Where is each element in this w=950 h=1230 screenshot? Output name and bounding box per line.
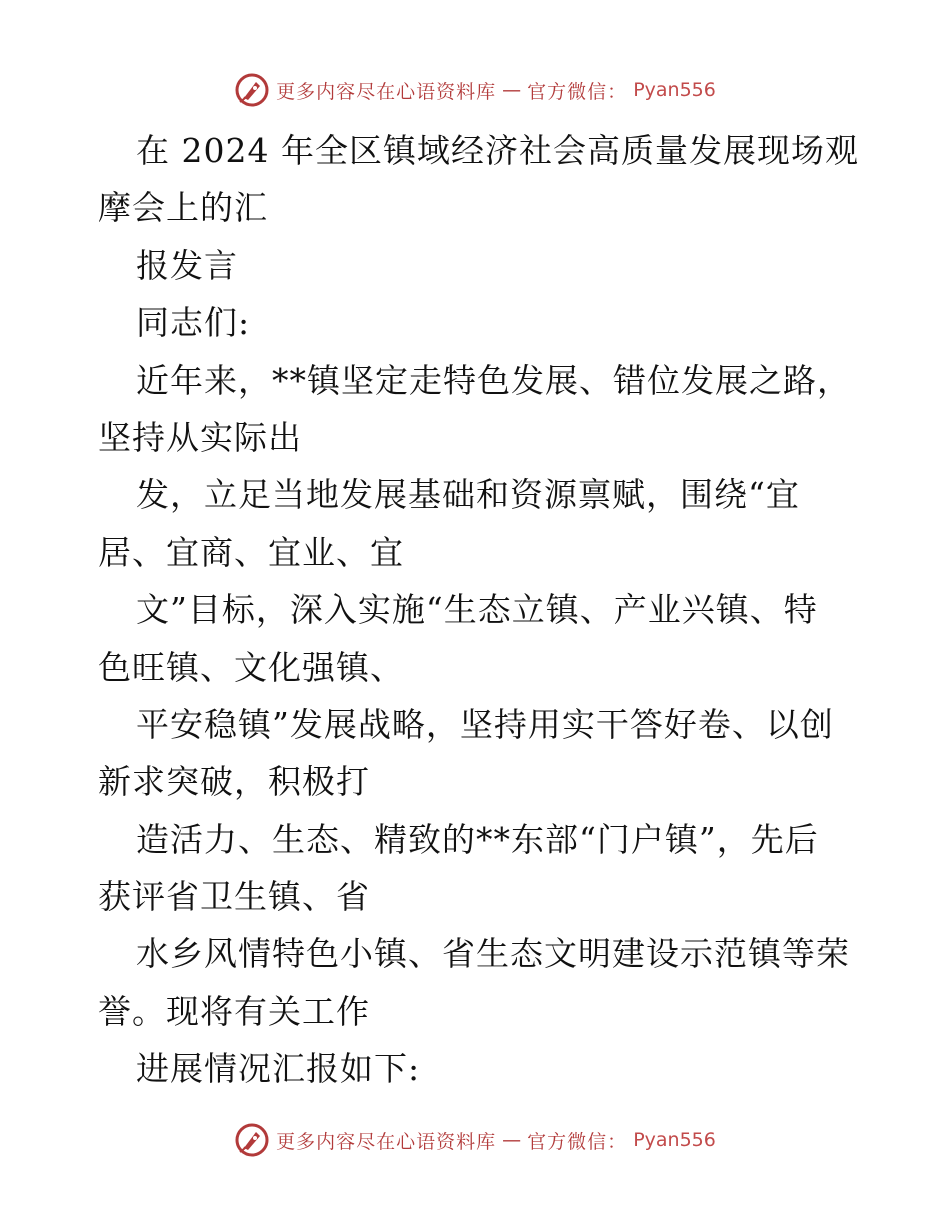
salutation: 同志们:	[136, 303, 251, 343]
paragraph-line: 居、宜商、宜业、宜	[98, 532, 404, 572]
paragraph-line: 新求突破，积极打	[98, 762, 370, 802]
watermark-contact-id: Pyan556	[633, 79, 716, 101]
paragraph-line: 水乡风情特色小镇、省生态文明建设示范镇等荣	[136, 934, 850, 974]
paragraph-line: 造活力、生态、精致的**东部“门户镇”，先后	[136, 819, 819, 859]
paragraph-line: 发，立足当地发展基础和资源禀赋，围绕“宜	[136, 475, 800, 515]
title-line-2: 摩会上的汇	[98, 188, 268, 228]
paragraph-line: 誉。现将有关工作	[98, 991, 370, 1031]
title-line-3: 报发言	[136, 245, 238, 285]
paragraph-line: 获评省卫生镇、省	[98, 877, 370, 917]
watermark-separator: —	[502, 79, 522, 101]
document-body	[98, 122, 868, 1098]
paragraph-line: 平安稳镇”发展战略，坚持用实干答好卷、以创	[136, 704, 834, 744]
paragraph-line: 坚持从实际出	[98, 417, 302, 457]
watermark-brand: 更多内容尽在心语资料库	[276, 80, 497, 103]
watermark-separator: —	[502, 1129, 522, 1151]
paragraph-line: 进展情况汇报如下:	[136, 1049, 421, 1089]
pen-nib-icon	[234, 72, 270, 108]
pen-nib-icon	[234, 1122, 270, 1158]
watermark-contact-label: 官方微信：	[527, 80, 628, 103]
paragraph-line: 文”目标，深入实施“生态立镇、产业兴镇、特	[136, 590, 818, 630]
paragraph-line: 近年来，**镇坚定走特色发展、错位发展之路，	[136, 360, 851, 400]
header-watermark	[0, 72, 950, 108]
watermark-contact-id: Pyan556	[633, 1129, 716, 1151]
watermark-brand: 更多内容尽在心语资料库	[276, 1130, 497, 1153]
paragraph-line: 色旺镇、文化强镇、	[98, 647, 404, 687]
title-line-1: 在 2024 年全区镇域经济社会高质量发展现场观	[136, 131, 859, 170]
watermark-contact-label: 官方微信：	[527, 1130, 628, 1153]
footer-watermark	[0, 1122, 950, 1158]
